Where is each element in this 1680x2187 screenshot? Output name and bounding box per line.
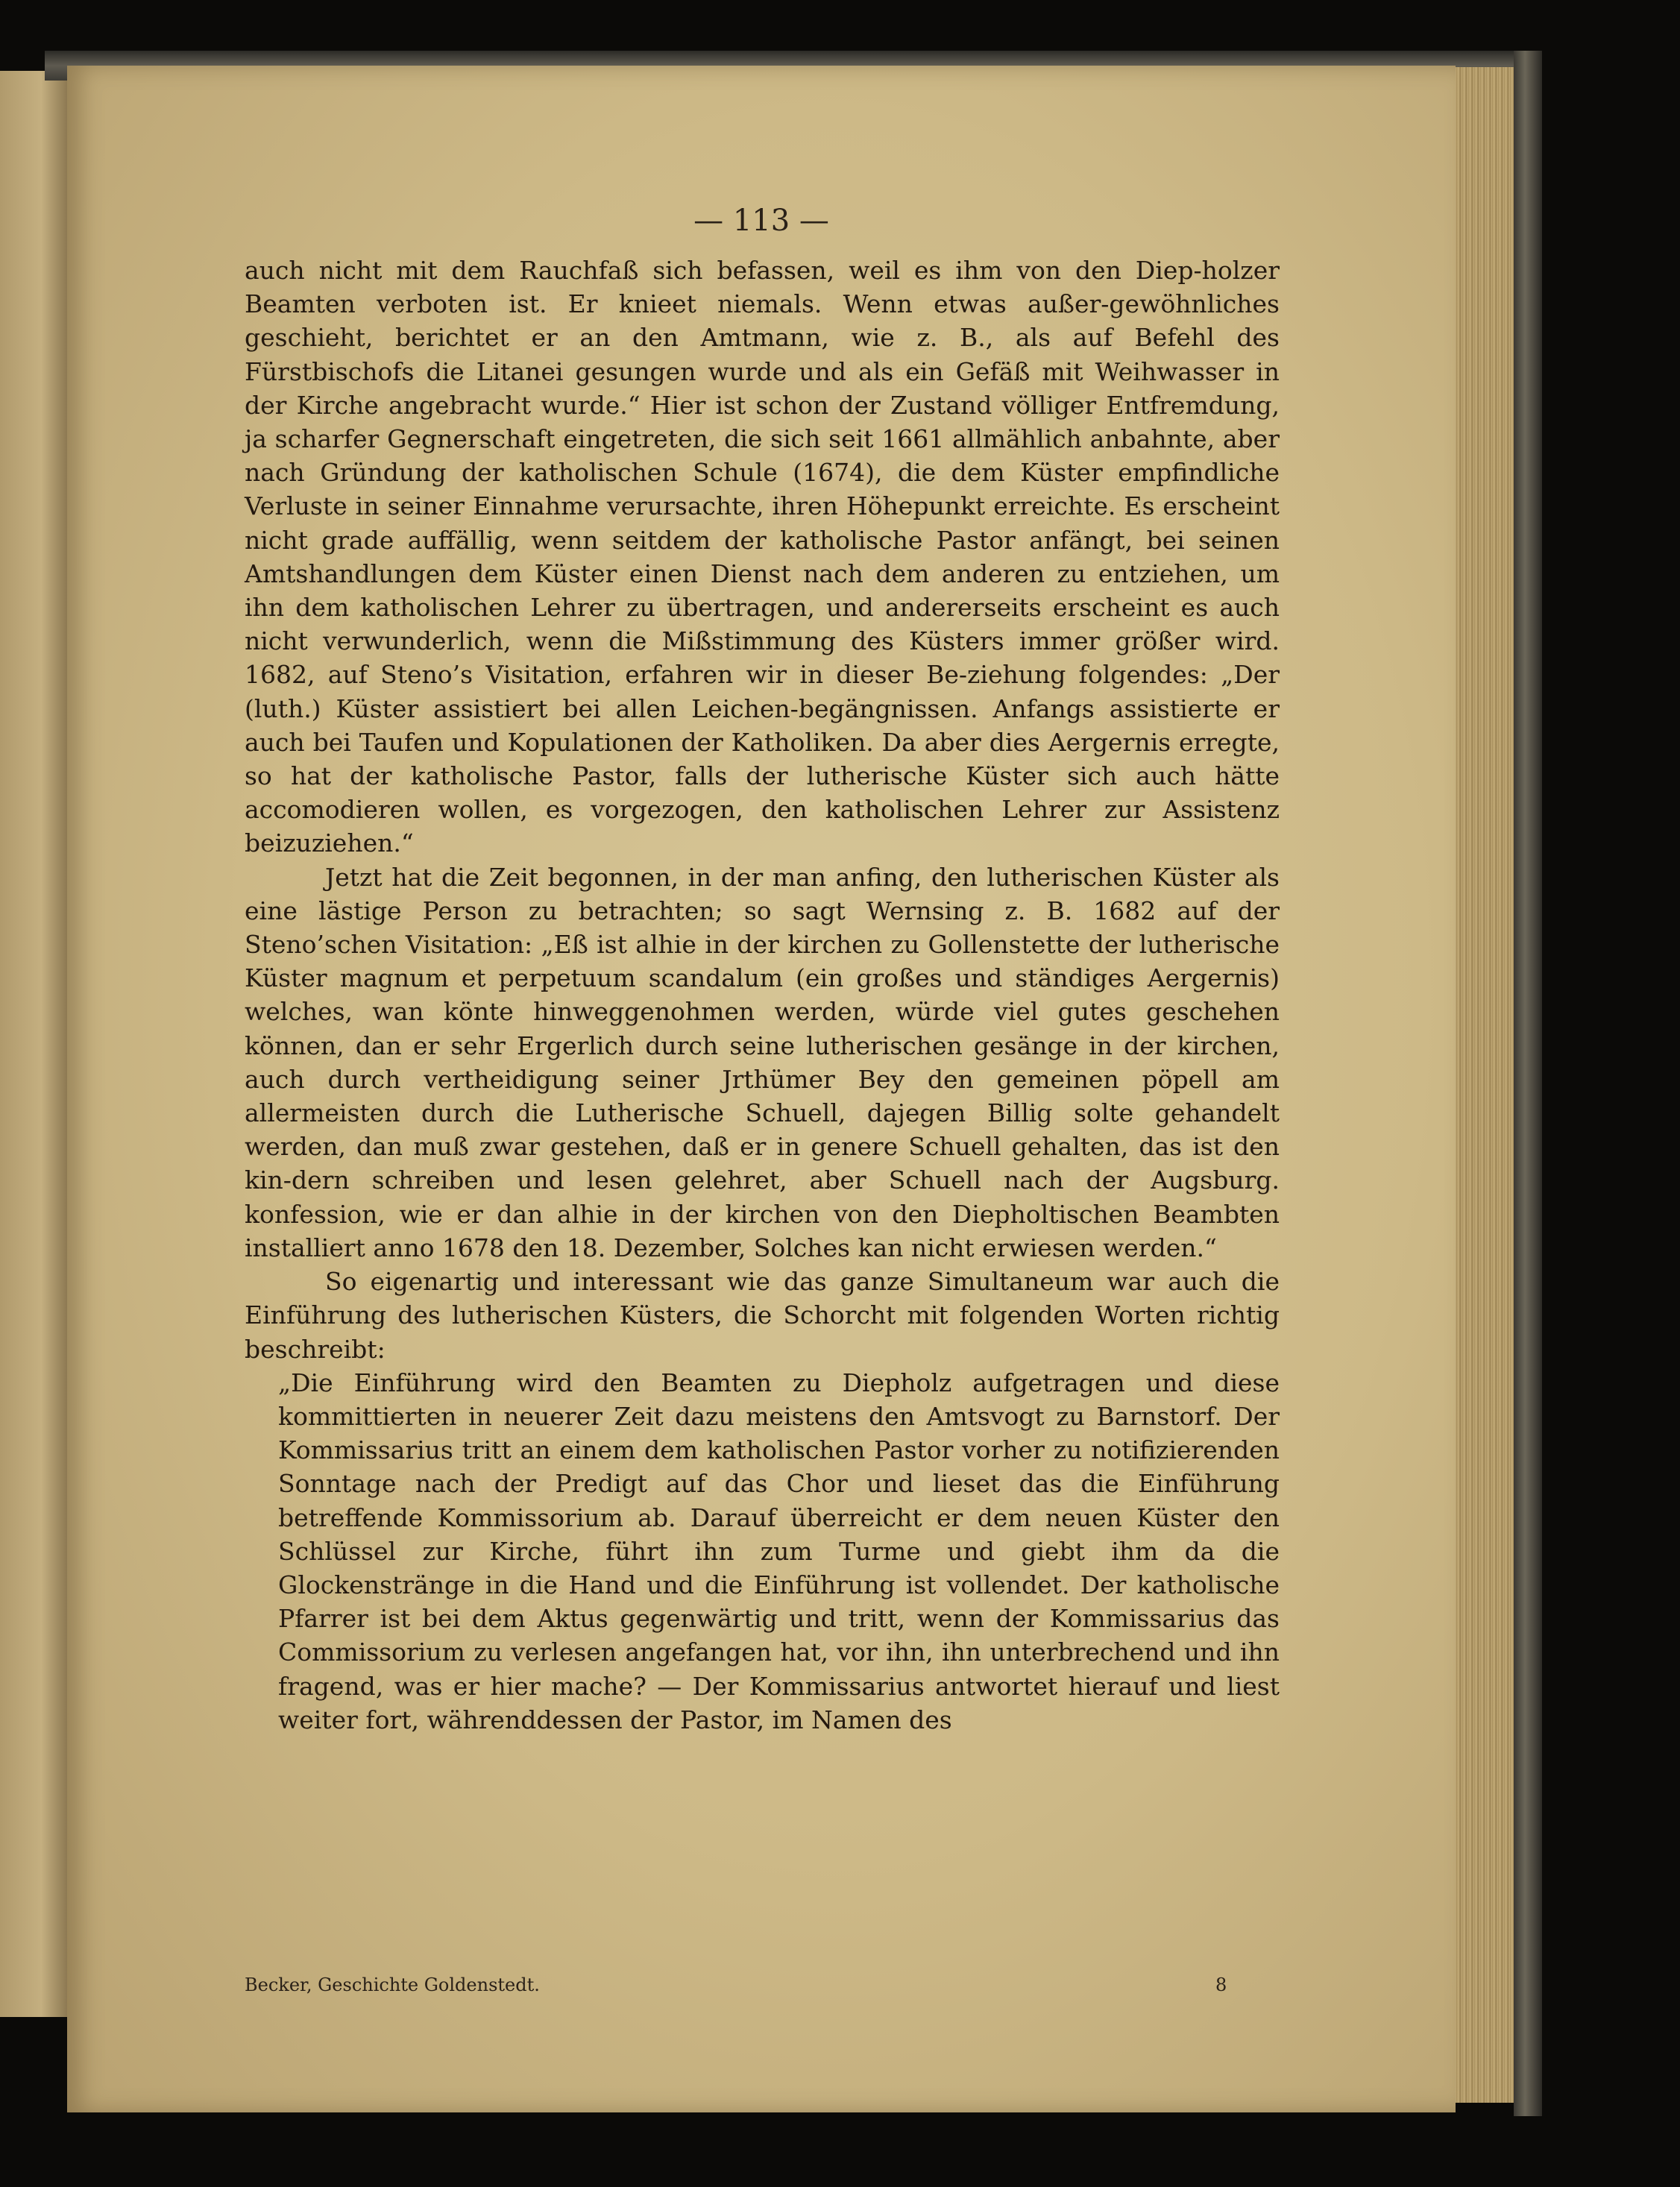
block-quote: „Die Einführung wird den Beamten zu Diepholz aufgetragen und diese kommittierten in neuerer Zeit dazu meistens den Amtsvogt zu Barnstorf. Der Kommissarius tritt an einem dem katholischen Pastor vorher zu notifizierenden Sonntage nach der Predigt auf das Chor und lieset das die Einführung betreffende Kommissorium ab. Darauf überreicht er dem neuen Küster den Schlüssel zur Kirche, führt ihn zum Turme und giebt ihm da die Glockenstränge in die Hand und die Einführung ist vollendet. Der katholische Pfarrer ist bei dem Aktus gegenwärtig und tritt, wenn der Kommissarius das Commissorium zu verlesen angefangen hat, vor ihn, ihn unterbrechend und ihn fragend, was er hier mache? — Der Kommissarius antwortet hierauf und liest weiter fort, währenddessen der Pastor, im Namen des xyxy=(278,1368,1280,1734)
body-text xyxy=(245,254,1280,1737)
page-block-edges xyxy=(1450,67,1516,2103)
paragraph-2: Jetzt hat die Zeit begonnen, in der man anfing, den lutherischen Küster als eine lästige Person zu betrachten; so sagt Wernsing z. B. 1682 auf der Steno’schen Visitation: „Eß ist alhie in der kirchen zu Gollenstette der lutherische Küster magnum et perpetuum scandalum (ein großes und ständiges Aergernis) welches, wan könte hinweggenohmen werden, würde viel gutes geschehen können, dan er sehr Ergerlich durch seine lutherischen gesänge in der kirchen, auch durch vertheidigung seiner Jrthümer Bey den gemeinen pöpell am allermeisten durch die Lutherische Schuell, dajegen Billig solte gehandelt werden, dan muß zwar gestehen, daß er in genere Schuell gehalten, das ist den kin-dern schreiben und lesen gelehret, aber Schuell nach der Augsburg. konfession, wie er dan alhie in der kirchen von den Diepholtischen Beambten installiert anno 1678 den 18. Dezember, Solches kan nicht erwiesen werden.“ xyxy=(245,862,1280,1262)
facing-page-edge xyxy=(0,71,69,2017)
book-cover-right xyxy=(1514,51,1542,2116)
footer-signature: Becker, Geschichte Goldenstedt. xyxy=(245,1974,540,1995)
paragraph-1: auch nicht mit dem Rauchfaß sich befassen, weil es ihm von den Diep-holzer Beamten verboten ist. Er knieet niemals. Wenn etwas außer-gewöhnliches geschieht, berichtet er an den Amtmann, wie z. B., als auf Befehl des Fürstbischofs die Litanei gesungen wurde und als ein Gefäß mit Weihwasser in der Kirche angebracht wurde.“ Hier ist schon der Zustand völliger Entfremdung, ja scharfer Gegnerschaft eingetreten, die sich seit 1661 allmählich anbahnte, aber nach Gründung der katholischen Schule (1674), die dem Küster empfindliche Verluste in seiner Einnahme verursachte, ihren Höhepunkt erreichte. Es erscheint nicht grade auffällig, wenn seitdem der katholische Pastor anfängt, bei seinen Amtshandlungen dem Küster einen Dienst nach dem anderen zu entziehen, um ihn dem katholischen Lehrer zu übertragen, und andererseits erscheint es auch nicht verwunderlich, wenn die Mißstimmung des Küsters immer größer wird. 1682, auf Steno’s Visitation, erfahren wir in dieser Be-ziehung folgendes: „Der (luth.) Küster assistiert bei allen Leichen-begängnissen. Anfangs assistierte er auch bei Taufen und Kopulationen der Katholiken. Da aber dies Aergernis erregte, so hat der katholische Pastor, falls der lutherische Küster sich auch hätte accomodieren wollen, es vorgezogen, den katholischen Lehrer zur Assistenz beizuziehen.“ xyxy=(245,256,1280,858)
footer-sheet-number: 8 xyxy=(1215,1974,1227,1995)
paragraph-3: So eigenartig und interessant wie das ganze Simultaneum war auch die Einführung des lutherischen Küsters, die Schorcht mit folgenden Worten richtig beschreibt: xyxy=(245,1267,1280,1364)
page-number: — 113 — xyxy=(693,204,829,238)
book-page xyxy=(67,66,1456,2112)
